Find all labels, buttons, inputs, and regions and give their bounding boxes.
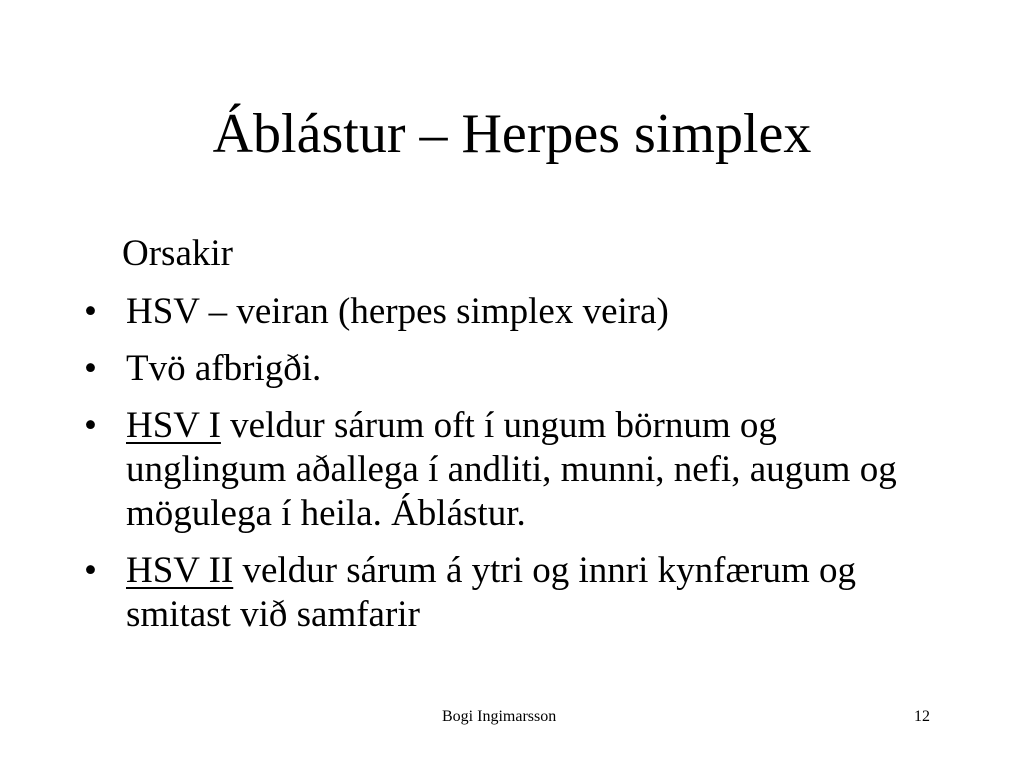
bullet-item [84,549,944,637]
page-number: 12 [914,708,930,725]
bullet-icon: • [84,348,97,389]
bullet-item [84,290,944,334]
bullet-text: Tvö afbrigði. [126,348,322,389]
bullet-item [84,404,944,536]
footer-author: Bogi Ingimarsson [442,708,557,725]
bullet-item [84,347,944,391]
bullet-icon: • [84,405,97,446]
slide-title: Áblástur – Herpes simplex [212,103,812,165]
bullet-text: veldur sárum oft í ungum börnum og unglingum aðallega í andliti, munni, nefi, augum og mögulega í heila. Áblástur. [126,405,897,534]
bullet-text: veldur sárum á ytri og innri kynfærum og smitast við samfarir [126,550,856,635]
bullet-list [84,290,944,650]
section-heading: Orsakir [122,233,233,274]
bullet-icon: • [84,291,97,332]
bullet-term-hsv-1: HSV I [126,405,221,446]
bullet-icon: • [84,550,97,591]
bullet-term-hsv-2: HSV II [126,550,234,591]
bullet-text: HSV – veiran (herpes simplex veira) [126,291,669,332]
